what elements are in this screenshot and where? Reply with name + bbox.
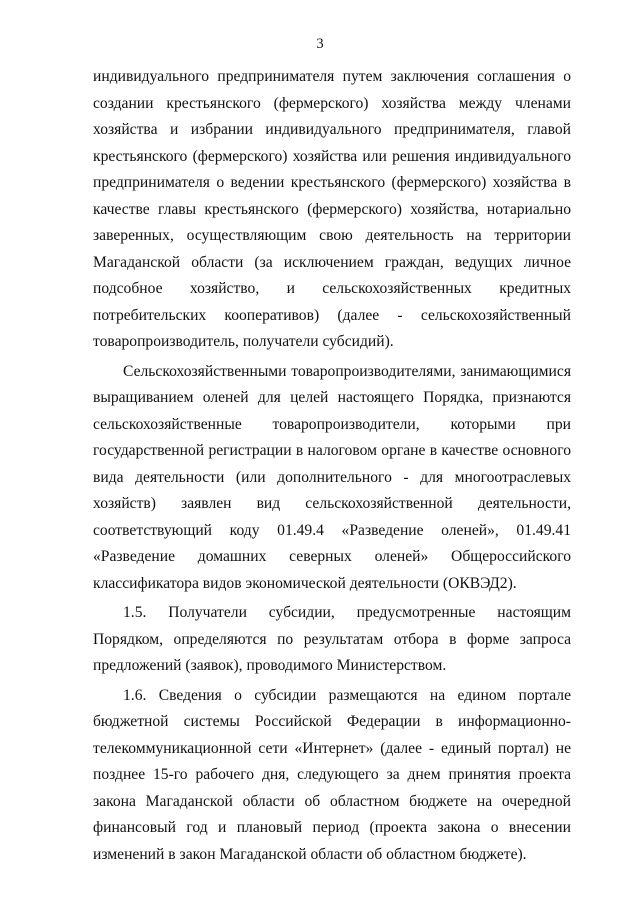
document-body <box>93 64 571 868</box>
paragraph-clause-1-5: 1.5. Получатели субсидии, предусмотренные настоящим Порядком, определяются по результатам отбора в форме запроса предложений (заявок), проводимого Министерством. <box>93 604 571 674</box>
page-number: 3 <box>316 36 324 52</box>
paragraph-producers-definition: Сельскохозяйственными товаропроизводителями, занимающимися выращиванием оленей для целей настоящего Порядка, признаются сельскохозяйственные товаропроизводители, которыми при государственной регистрации в налоговом органе в качестве основного вида деятельности (или дополнительного - для многоотраслевых хозяйств) заявлен вид сельскохозяйственной деятельности, соответствующий коду 01.49.4 «Разведение оленей», 01.49.41 «Разведение домашних северных оленей» Общероссийского классификатора видов экономической деятельности (ОКВЭД2). <box>93 362 571 592</box>
paragraph-continuation: индивидуального предпринимателя путем заключения соглашения о создании крестьянского (фермерского) хозяйства между членами хозяйства и избрании индивидуального предпринимателя, главой крестьянского (фермерского) хозяйства или решения индивидуального предпринимателя о ведении крестьянского (фермерского) хозяйства в качестве главы крестьянского (фермерского) хозяйства, нотариально заверенных, осуществляющим свою деятельность на территории Магаданской области (за исключением граждан, ведущих личное подсобное хозяйство, и сельскохозяйственных кредитных потребительских кооперативов) (далее - сельскохозяйственный товаропроизводитель, получатели субсидий). <box>93 68 571 350</box>
paragraph-clause-1-6: 1.6. Сведения о субсидии размещаются на едином портале бюджетной системы Российской Федерации в информационно-телекоммуникационной сети «Интернет» (далее - единый портал) не позднее 15-го рабочего дня, следующего за днем принятия проекта закона Магаданской области об областном бюджете на очередной финансовый год и плановый период (проекта закона о внесении изменений в закон Магаданской области об областном бюджете). <box>93 686 571 863</box>
